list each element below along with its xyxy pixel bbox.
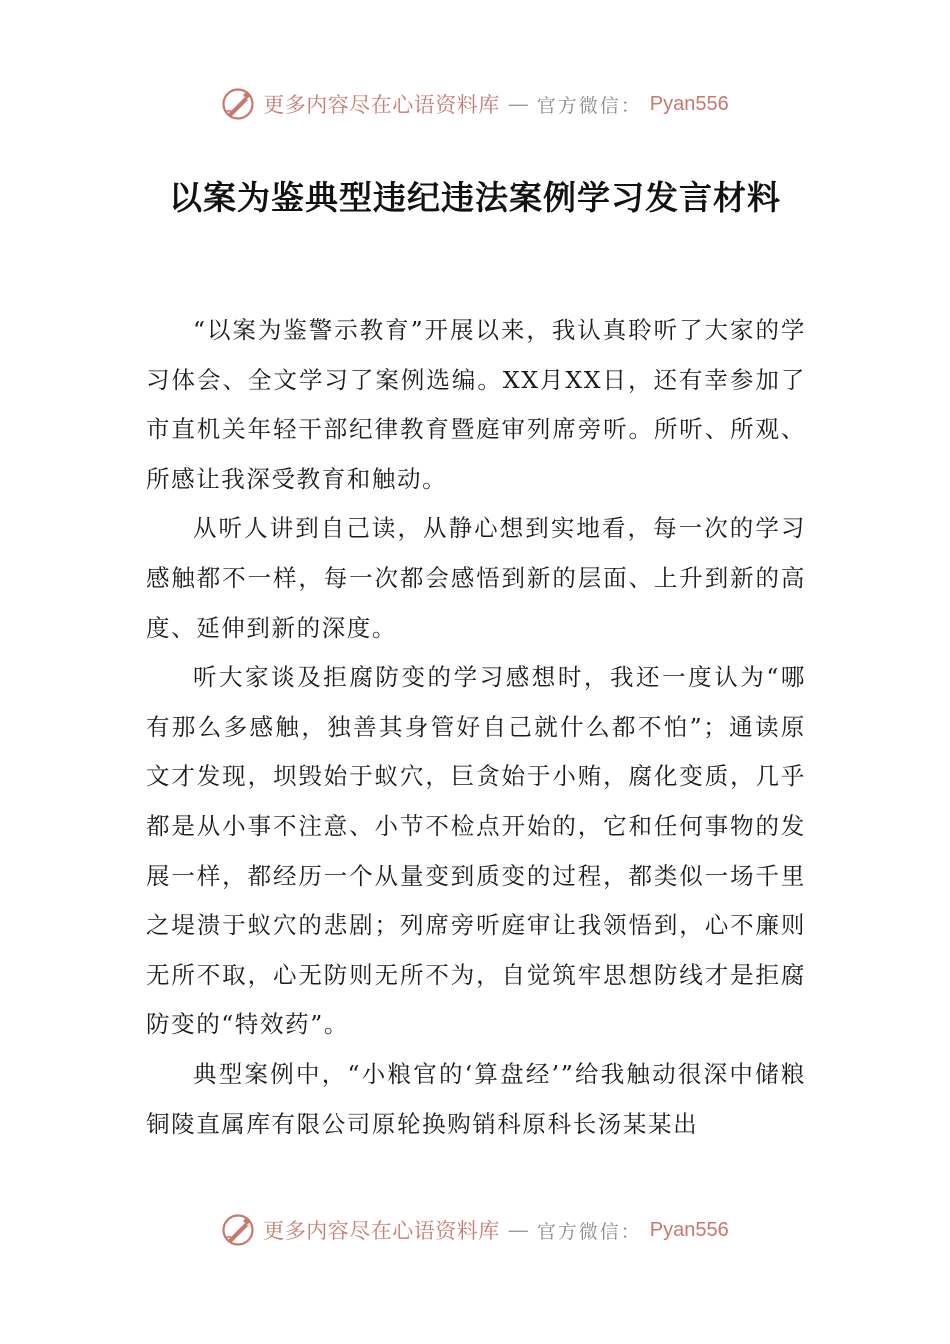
watermark-dash: — [507, 92, 529, 116]
paragraph-1: “以案为鉴警示教育”开展以来，我认真聆听了大家的学习体会、全文学习了案例选编。XX月XX日，还有幸参加了市直机关年轻干部纪律教育暨庭审列席旁听。所听、所观、所感让我深受教育和触动。 [146, 316, 806, 493]
watermark-dash: — [507, 1218, 529, 1242]
footer-watermark [0, 1210, 950, 1250]
watermark-official-label: 官方微信： [536, 1220, 642, 1243]
document-body [146, 306, 806, 1149]
watermark-wechat-id: Pyan556 [649, 1218, 729, 1241]
paragraph-2: 从听人讲到自己读，从静心想到实地看，每一次的学习感触都不一样，每一次都会感悟到新的层面、上升到新的高度、延伸到新的深度。 [146, 514, 806, 642]
pen-logo-icon [221, 1213, 255, 1247]
header-watermark [0, 84, 950, 124]
paragraph-3: 听大家谈及拒腐防变的学习感想时，我还一度认为“哪有那么多感触，独善其身管好自己就什么都不怕”；通读原文才发现，坝毁始于蚁穴，巨贪始于小贿，腐化变质，几乎都是从小事不注意、小节不检点开始的，它和任何事物的发展一样，都经历一个从量变到质变的过程，都类似一场千里之堤溃于蚁穴的悲剧；列席旁听庭审让我领悟到，心不廉则无所不取，心无防则无所不为，自觉筑牢思想防线才是拒腐防变的“特效药”。 [146, 663, 806, 1039]
watermark-brand-text: 更多内容尽在心语资料库 [263, 93, 500, 117]
watermark-official-label: 官方微信： [536, 94, 642, 117]
paragraph-4: 典型案例中，“小粮官的‘算盘经’”给我触动很深中储粮铜陵直属库有限公司原轮换购销科原科长汤某某出 [146, 1059, 806, 1138]
document-title: 以案为鉴典型违纪违法案例学习发言材料 [169, 178, 781, 217]
pen-logo-icon [221, 87, 255, 121]
watermark-brand-text: 更多内容尽在心语资料库 [263, 1219, 500, 1243]
watermark-wechat-id: Pyan556 [649, 92, 729, 115]
